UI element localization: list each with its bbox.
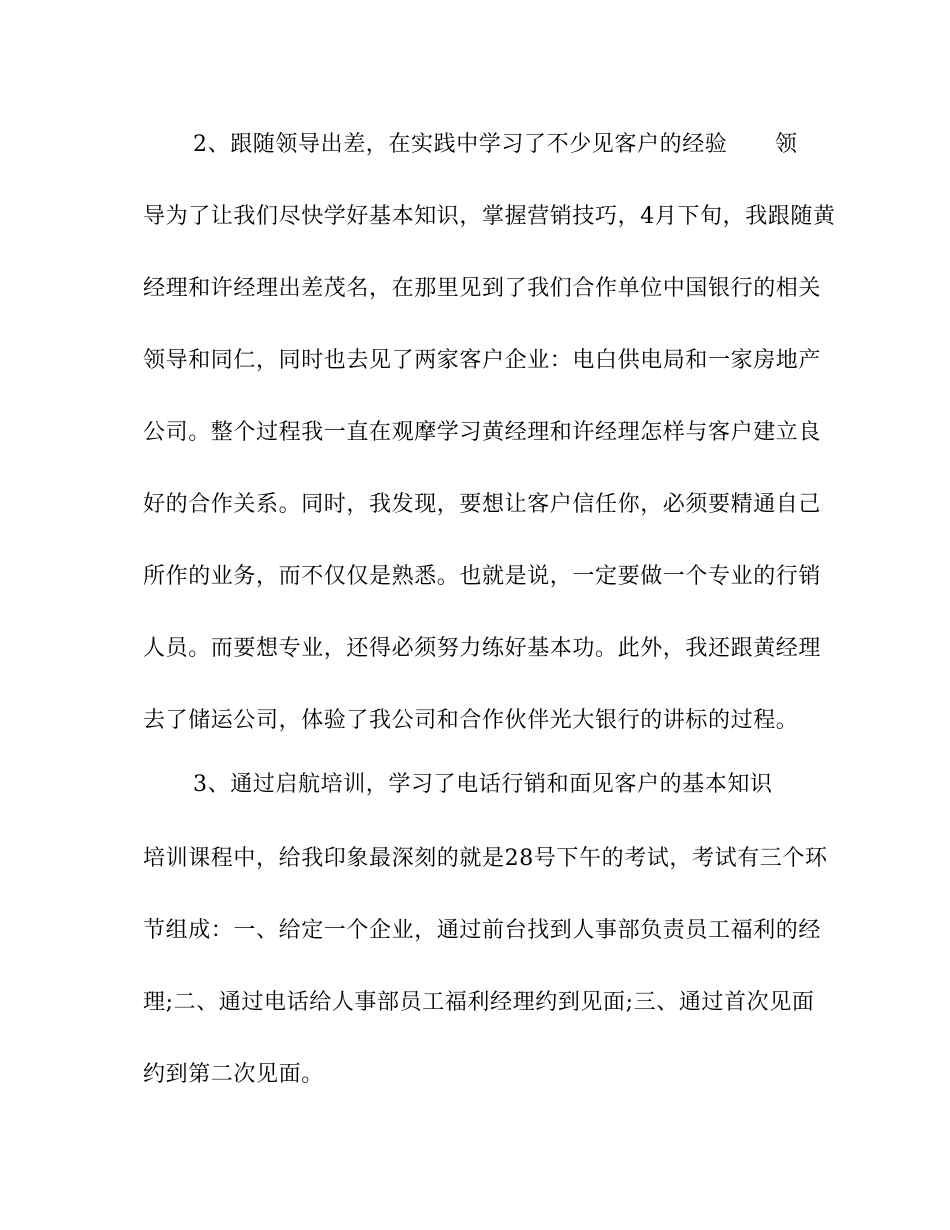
paragraph-line: 培训课程中，给我印象最深刻的就是28号下午的考试，考试有三个环 xyxy=(143,846,828,871)
paragraph-line: 节组成：一、给定一个企业，通过前台找到人事部负责员工福利的经 xyxy=(143,918,822,943)
section-2-heading: 2、跟随领导出差，在实践中学习了不少见客户的经验 xyxy=(193,132,728,157)
paragraph-line: 公司。整个过程我一直在观摩学习黄经理和许经理怎样与客户建立良 xyxy=(143,420,822,445)
section-3-heading: 3、通过启航培训，学习了电话行销和面见客户的基本知识 xyxy=(193,772,773,797)
paragraph-line: 好的合作关系。同时，我发现，要想让客户信任你，必须要精通自己 xyxy=(143,492,822,517)
section-2-heading-tail: 领 xyxy=(775,132,798,157)
paragraph-line: 经理和许经理出差茂名，在那里见到了我们合作单位中国银行的相关 xyxy=(143,276,822,301)
paragraph-line: 约到第二次见面。 xyxy=(143,1062,324,1087)
paragraph-line: 理;二、通过电话给人事部员工福利经理约到见面;三、通过首次见面 xyxy=(143,990,815,1015)
paragraph-line: 所作的业务，而不仅仅是熟悉。也就是说，一定要做一个专业的行销 xyxy=(143,564,822,589)
paragraph-line: 导为了让我们尽快学好基本知识，掌握营销技巧，4月下旬，我跟随黄 xyxy=(143,204,836,229)
paragraph-line: 去了储运公司，体验了我公司和合作伙伴光大银行的讲标的过程。 xyxy=(143,708,799,733)
paragraph-line: 人员。而要想专业，还得必须努力练好基本功。此外，我还跟黄经理 xyxy=(143,636,822,661)
paragraph-line: 领导和同仁，同时也去见了两家客户企业：电白供电局和一家房地产 xyxy=(143,348,822,373)
